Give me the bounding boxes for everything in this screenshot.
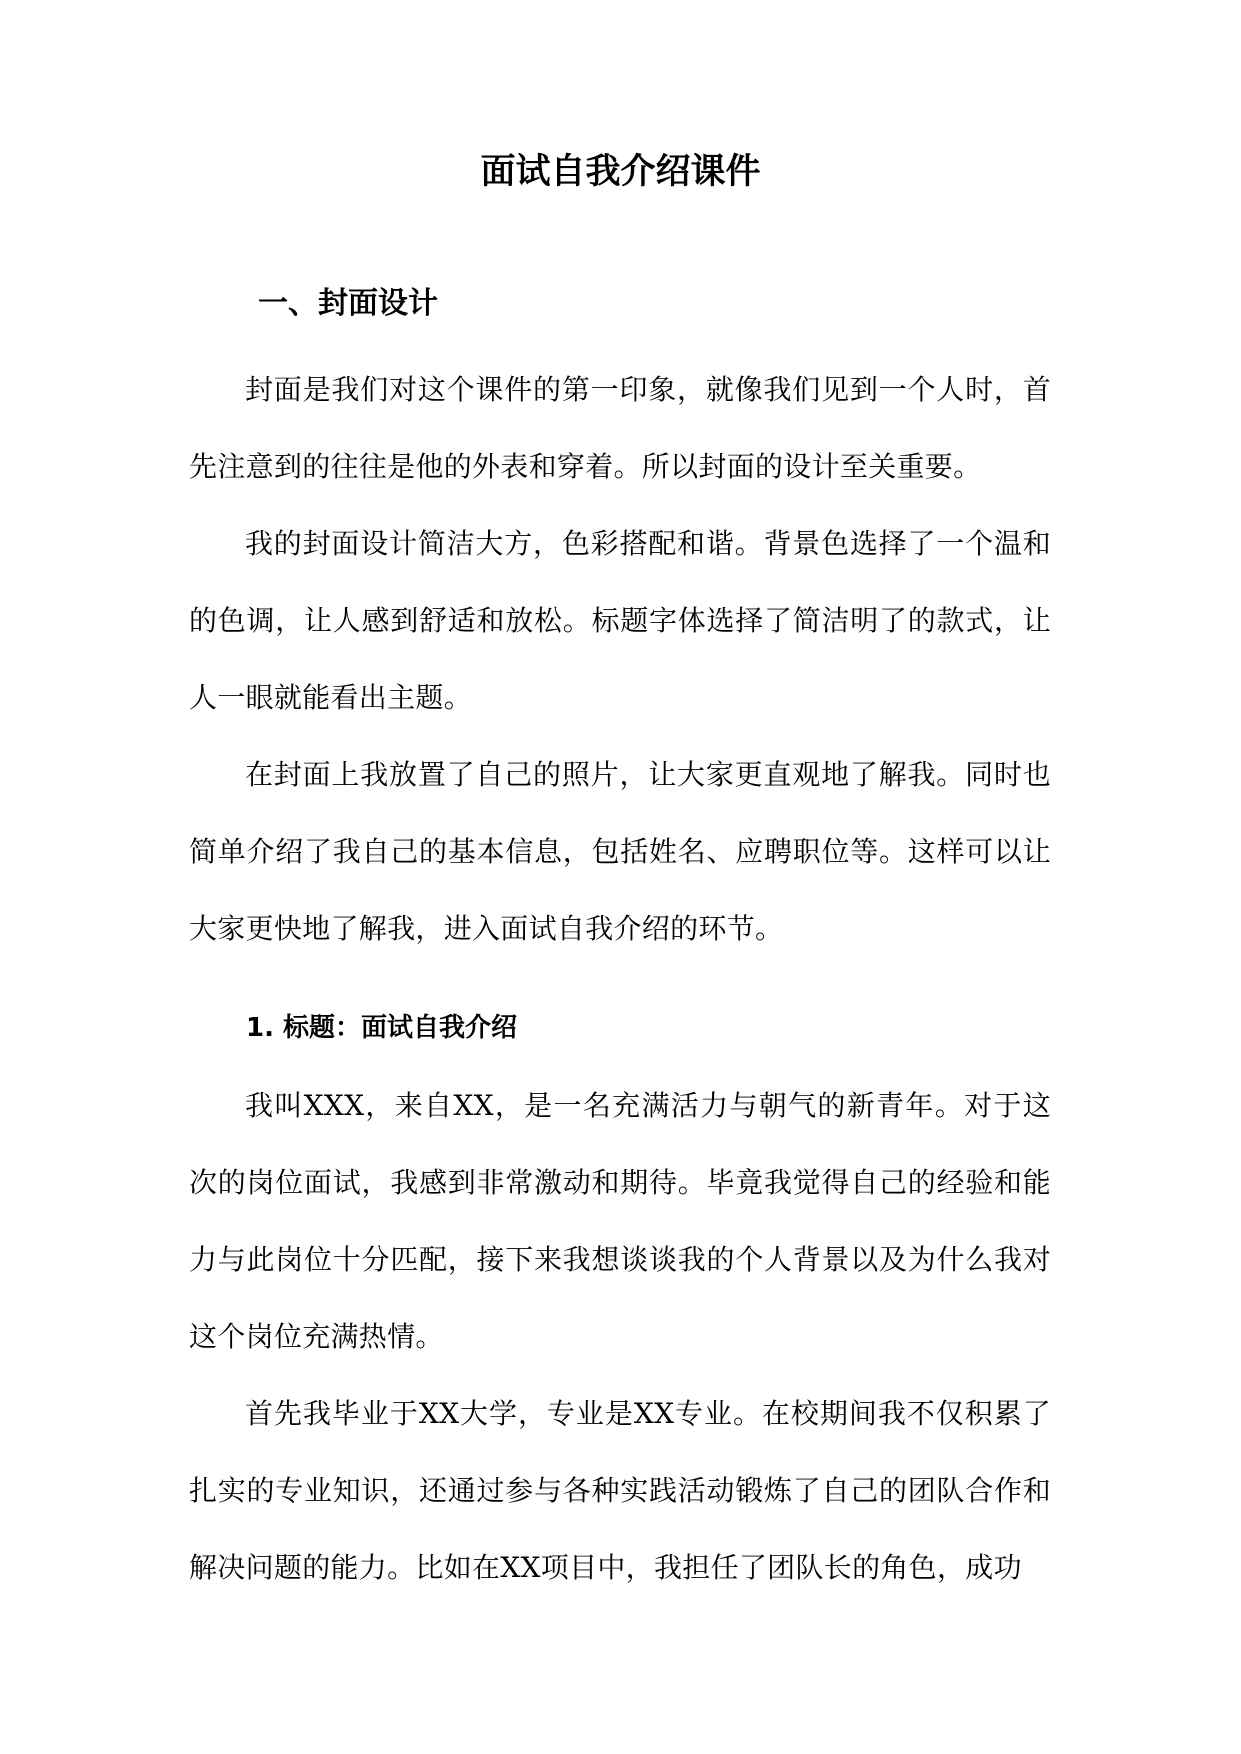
paragraph: 封面是我们对这个课件的第一印象，就像我们见到一个人时，首先注意到的往往是他的外表和穿着。所以封面的设计至关重要。 bbox=[189, 373, 1051, 483]
paragraph: 我叫XXX，来自XX，是一名充满活力与朝气的新青年。对于这次的岗位面试，我感到非常激动和期待。毕竟我觉得自己的经验和能力与此岗位十分匹配，接下来我想谈谈我的个人背景以及为什么我对这个岗位充满热情。 bbox=[189, 1089, 1051, 1353]
document-title: 面试自我介绍课件 bbox=[480, 152, 761, 192]
subsection-heading-title: 1. 标题：面试自我介绍 bbox=[246, 1013, 518, 1043]
paragraph: 在封面上我放置了自己的照片，让大家更直观地了解我。同时也简单介绍了我自己的基本信息，包括姓名、应聘职位等。这样可以让大家更快地了解我，进入面试自我介绍的环节。 bbox=[189, 758, 1051, 945]
paragraph: 我的封面设计简洁大方，色彩搭配和谐。背景色选择了一个温和的色调，让人感到舒适和放松。标题字体选择了简洁明了的款式，让人一眼就能看出主题。 bbox=[189, 527, 1051, 714]
paragraph: 首先我毕业于XX大学，专业是XX专业。在校期间我不仅积累了扎实的专业知识，还通过参与各种实践活动锻炼了自己的团队合作和解决问题的能力。比如在XX项目中，我担任了团队长的角色，成功 bbox=[189, 1397, 1051, 1584]
section-heading-cover-design: 一、封面设计 bbox=[258, 286, 438, 321]
